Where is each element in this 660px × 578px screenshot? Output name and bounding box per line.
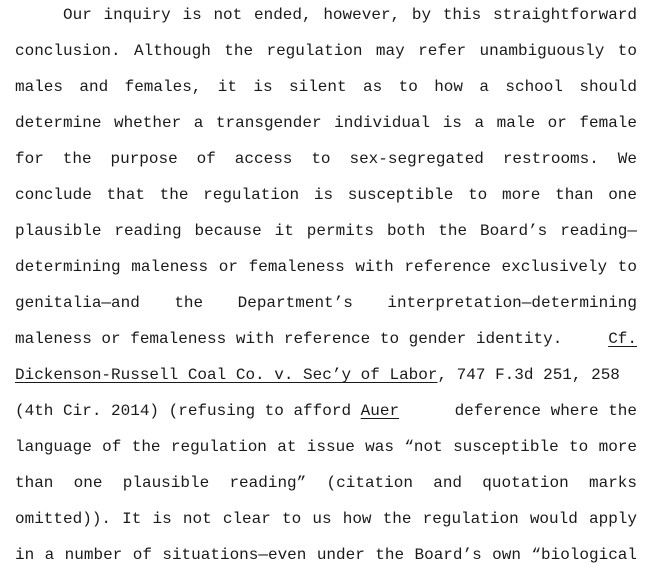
paragraph-line-4: determine whether a transgender individual is a male or female — [15, 114, 637, 132]
paragraph-line-16: in a number of situations—even under the Board’s own “biological — [15, 546, 637, 564]
case-name-auer: Auer — [360, 402, 400, 420]
line-12-text-a: (4th Cir. 2014) (refusing to afford — [15, 402, 361, 420]
paragraph-line-6: conclude that the regulation is susceptible to more than one — [15, 186, 637, 204]
paragraph-line-2: conclusion. Although the regulation may refer unambiguously to — [15, 42, 637, 60]
line-12-text-b: deference where the — [444, 402, 637, 420]
paragraph-line-1: Our inquiry is not ended, however, by this straightforward — [63, 6, 637, 24]
citation-signal-cf: Cf. — [608, 330, 637, 348]
paragraph-line-8: determining maleness or femaleness with reference exclusively to — [15, 258, 637, 276]
paragraph-line-12 — [15, 399, 637, 423]
paragraph-line-15: omitted)). It is not clear to us how the regulation would apply — [15, 510, 637, 528]
paragraph-line-3: males and females, it is silent as to how a school should — [15, 78, 637, 96]
paragraph-line-14: than one plausible reading” (citation and quotation marks — [15, 474, 637, 492]
paragraph-line-11 — [15, 363, 637, 387]
paragraph-line-5: for the purpose of access to sex-segregated restrooms. We — [15, 150, 637, 168]
paragraph-line-10 — [15, 327, 637, 351]
line-10-text: maleness or femaleness with reference to gender identity. — [15, 330, 563, 348]
paragraph-line-13: language of the regulation at issue was “not susceptible to more — [15, 438, 637, 456]
paragraph-line-9: genitalia—and the Department’s interpretation—determining — [15, 294, 637, 312]
paragraph-line-7: plausible reading because it permits both the Board’s reading— — [15, 222, 637, 240]
case-name-dickenson-russell: Dickenson-Russell Coal Co. v. Sec’y of Labor — [15, 366, 438, 384]
case-reporter-cite: , 747 F.3d 251, 258 — [437, 366, 620, 384]
